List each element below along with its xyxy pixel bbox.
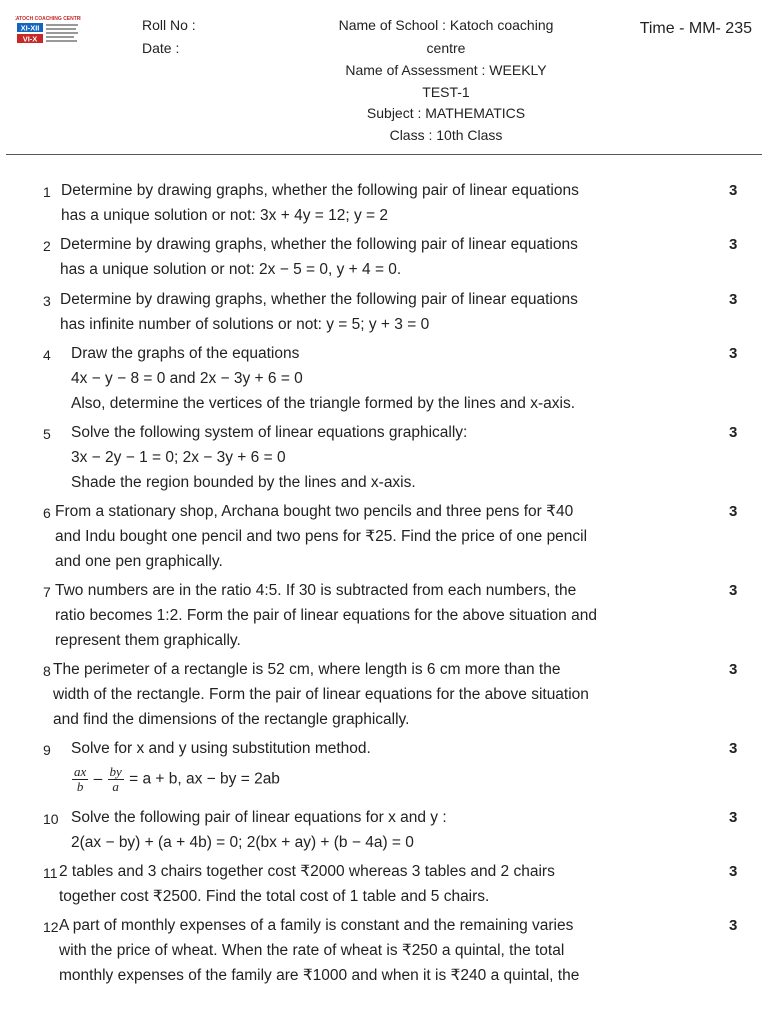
question-text: Solve for x and y using substitution method. xyxy=(71,740,371,757)
question-text: Also, determine the vertices of the triangle formed by the lines and x-axis. xyxy=(71,395,575,412)
question-number: 5 xyxy=(43,426,51,442)
question-number: 11 xyxy=(43,865,58,881)
subject: Subject : MATHEMATICS xyxy=(366,105,526,121)
question-text: represent them graphically. xyxy=(55,632,241,649)
question-text: has a unique solution or not: 3x + 4y = 12; y = 2 xyxy=(61,207,389,224)
question-text: Determine by drawing graphs, whether the following pair of linear equations xyxy=(60,236,578,253)
logo xyxy=(15,14,81,46)
question-text: monthly expenses of the family are ₹1000 and when it is ₹240 a quintal, the xyxy=(59,967,580,984)
question-text: with the price of wheat. When the rate of wheat is ₹250 a quintal, the total xyxy=(59,942,565,959)
roll-no-label: Roll No : xyxy=(142,17,196,33)
question-marks: 3 xyxy=(729,503,738,520)
question-text: A part of monthly expenses of a family is constant and the remaining varies xyxy=(59,917,574,934)
question-marks: 3 xyxy=(729,291,738,308)
question-marks: 3 xyxy=(729,917,738,934)
date-label: Date : xyxy=(142,40,180,56)
question-text: and one pen graphically. xyxy=(55,553,223,570)
question-marks: 3 xyxy=(729,236,738,253)
assessment-name-line1: Name of Assessment : WEEKLY xyxy=(345,62,547,78)
school-name-line1: Name of School : Katoch coaching xyxy=(338,17,554,33)
question-text: width of the rectangle. Form the pair of linear equations for the above situation xyxy=(53,686,589,703)
fraction: $\frac{ax}{b}$ xyxy=(74,764,87,794)
logo-badge-upper: XI-XII xyxy=(20,23,40,33)
question-marks: 3 xyxy=(729,582,738,599)
logo-title: KATOCH COACHING CENTRE xyxy=(15,16,81,22)
question-marks: 3 xyxy=(729,345,738,362)
question-number: 2 xyxy=(43,238,51,254)
question-text: The perimeter of a rectangle is 52 cm, where length is 6 cm more than the xyxy=(53,661,561,678)
question-text: ratio becomes 1:2. Form the pair of linear equations for the above situation and xyxy=(55,607,597,624)
question-text: Shade the region bounded by the lines and x-axis. xyxy=(71,474,416,491)
question-text: 2 tables and 3 chairs together cost ₹2000 whereas 3 tables and 2 chairs xyxy=(59,863,555,880)
question-text: Determine by drawing graphs, whether the following pair of linear equations xyxy=(60,291,578,308)
assessment-name-line2: TEST-1 xyxy=(422,84,470,100)
question-marks: 3 xyxy=(729,863,738,880)
fraction: $\frac{by}{a}$ xyxy=(109,764,122,794)
question-text: together cost ₹2500. Find the total cost of 1 table and 5 chairs. xyxy=(59,888,490,905)
question-text: From a stationary shop, Archana bought two pencils and three pens for ₹40 xyxy=(55,503,574,520)
question-text: Two numbers are in the ratio 4:5. If 30 is subtracted from each numbers, the xyxy=(55,582,577,599)
question-marks: 3 xyxy=(729,740,738,757)
question-marks: 3 xyxy=(729,424,738,441)
question-number: 8 xyxy=(43,663,51,679)
question-number: 7 xyxy=(43,584,51,600)
question-text: Determine by drawing graphs, whether the following pair of linear equations xyxy=(61,182,579,199)
question-number: 6 xyxy=(43,505,51,521)
question-text: 3x − 2y − 1 = 0; 2x − 3y + 6 = 0 xyxy=(71,449,286,466)
class: Class : 10th Class xyxy=(389,127,503,143)
question-text: and find the dimensions of the rectangle graphically. xyxy=(53,711,410,728)
question-marks: 3 xyxy=(729,661,738,678)
question-marks: 3 xyxy=(729,182,738,199)
question-text: and Indu bought one pencil and two pens for ₹25. Find the price of one pencil xyxy=(55,528,588,545)
question-number: 10 xyxy=(43,811,59,827)
header-divider xyxy=(6,154,762,155)
question-number: 9 xyxy=(43,742,51,758)
question-number: 4 xyxy=(43,347,51,363)
question-equation: $\frac{ax}{b}$ – $\frac{by}{a}$ = a + b, ax − by = 2ab xyxy=(74,764,280,794)
question-number: 3 xyxy=(43,293,51,309)
question-text: Solve the following pair of linear equations for x and y : xyxy=(71,809,447,826)
question-number: 12 xyxy=(43,919,59,935)
question-text: Draw the graphs of the equations xyxy=(71,345,300,362)
logo-badge-lower: VI-X xyxy=(22,34,38,44)
question-text: 4x − y − 8 = 0 and 2x − 3y + 6 = 0 xyxy=(71,370,303,387)
question-text: has a unique solution or not: 2x − 5 = 0, y + 4 = 0. xyxy=(60,261,402,278)
time-marks: Time - MM- 235 xyxy=(639,20,752,37)
question-text: has infinite number of solutions or not: y = 5; y + 3 = 0 xyxy=(60,316,430,333)
question-number: 1 xyxy=(43,184,51,200)
question-text: 2(ax − by) + (a + 4b) = 0; 2(bx + ay) + (b − 4a) = 0 xyxy=(71,834,414,851)
question-text: Solve the following system of linear equations graphically: xyxy=(71,424,468,441)
school-name-line2: centre xyxy=(426,40,466,56)
question-marks: 3 xyxy=(729,809,738,826)
